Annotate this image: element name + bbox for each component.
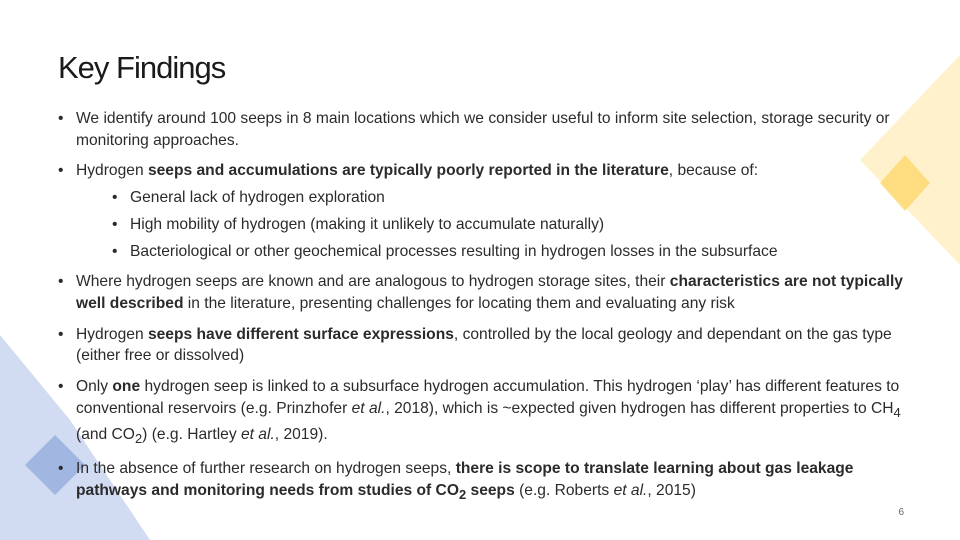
bullet-text-segment: Where hydrogen seeps are known and are analogous to hydrogen storage sites, their [76, 273, 670, 291]
bullet-text-segment: , controlled by the local geology and dependant on the gas type (either free or dissolved) [76, 325, 892, 365]
bullet-text-segment: , because of: [668, 162, 759, 180]
bullet-text-segment: Hydrogen [76, 162, 148, 180]
bullet-text-segment: We identify around 100 seeps in 8 main locations which we consider useful to inform site selection, storage security or monitoring approaches. [76, 110, 890, 149]
bullet-item [58, 376, 908, 449]
bullet-item [58, 324, 908, 367]
bullet-item [58, 160, 908, 262]
bullet-text-segment: Hydrogen [76, 325, 148, 343]
bullet-text-segment: In the absence of further research on hydrogen seeps, [76, 460, 456, 478]
bullet-item [58, 108, 908, 151]
bullet-text-segment: (and CO [76, 425, 135, 443]
bullet-text-segment: , 2015) [647, 482, 696, 500]
bullet-list [58, 108, 908, 515]
page-number: 6 [898, 507, 904, 518]
slide-title: Key Findings [58, 50, 226, 85]
bullet-text-segment: there is scope to translate learning about gas leakage pathways and monitoring needs from studies of CO [76, 460, 854, 500]
bullet-text-segment: 2 [458, 487, 467, 503]
bullet-text-segment: seeps and accumulations are typically poorly reported in the literature [147, 162, 669, 180]
sub-bullet-item: • High mobility of hydrogen (making it unlikely to accumulate naturally) [76, 214, 908, 236]
bullet-text-segment: , 2018), which is ~expected given hydrogen has different properties to CH [385, 399, 894, 417]
bullet-text-segment: seeps have different surface expressions [147, 325, 454, 343]
bullet-text-segment: hydrogen seep is linked to a subsurface hydrogen accumulation. This hydrogen ‘play’ has different features to conventional reservoirs (e.g. Prinzhofer [76, 378, 900, 417]
bullet-text-segment: , 2019). [274, 425, 328, 443]
bullet-text-segment: et al. [240, 425, 275, 443]
bullet-text-segment: et al. [351, 399, 386, 417]
bullet-item [58, 458, 908, 506]
bullet-text-segment: ) (e.g. Hartley [142, 425, 241, 443]
sub-bullet-item: • General lack of hydrogen exploration [76, 187, 908, 209]
bullet-text-segment: 2 [134, 430, 143, 446]
bullet-text-segment: Only [76, 378, 113, 396]
bullet-text-segment: 4 [893, 404, 901, 420]
bullet-text-segment: in the literature, presenting challenges for locating them and evaluating any risk [183, 294, 735, 312]
bullet-text-segment: (e.g. Roberts [514, 482, 614, 500]
bullet-text-segment: characteristics are not typically well described [76, 273, 903, 312]
bullet-text-segment: et al. [613, 482, 648, 500]
bullet-text-segment: seeps [466, 482, 515, 500]
bullet-item [58, 271, 908, 314]
sub-bullet-item: • Bacteriological or other geochemical processes resulting in hydrogen losses in the subsurface [76, 241, 908, 263]
bullet-text-segment: one [112, 378, 141, 396]
